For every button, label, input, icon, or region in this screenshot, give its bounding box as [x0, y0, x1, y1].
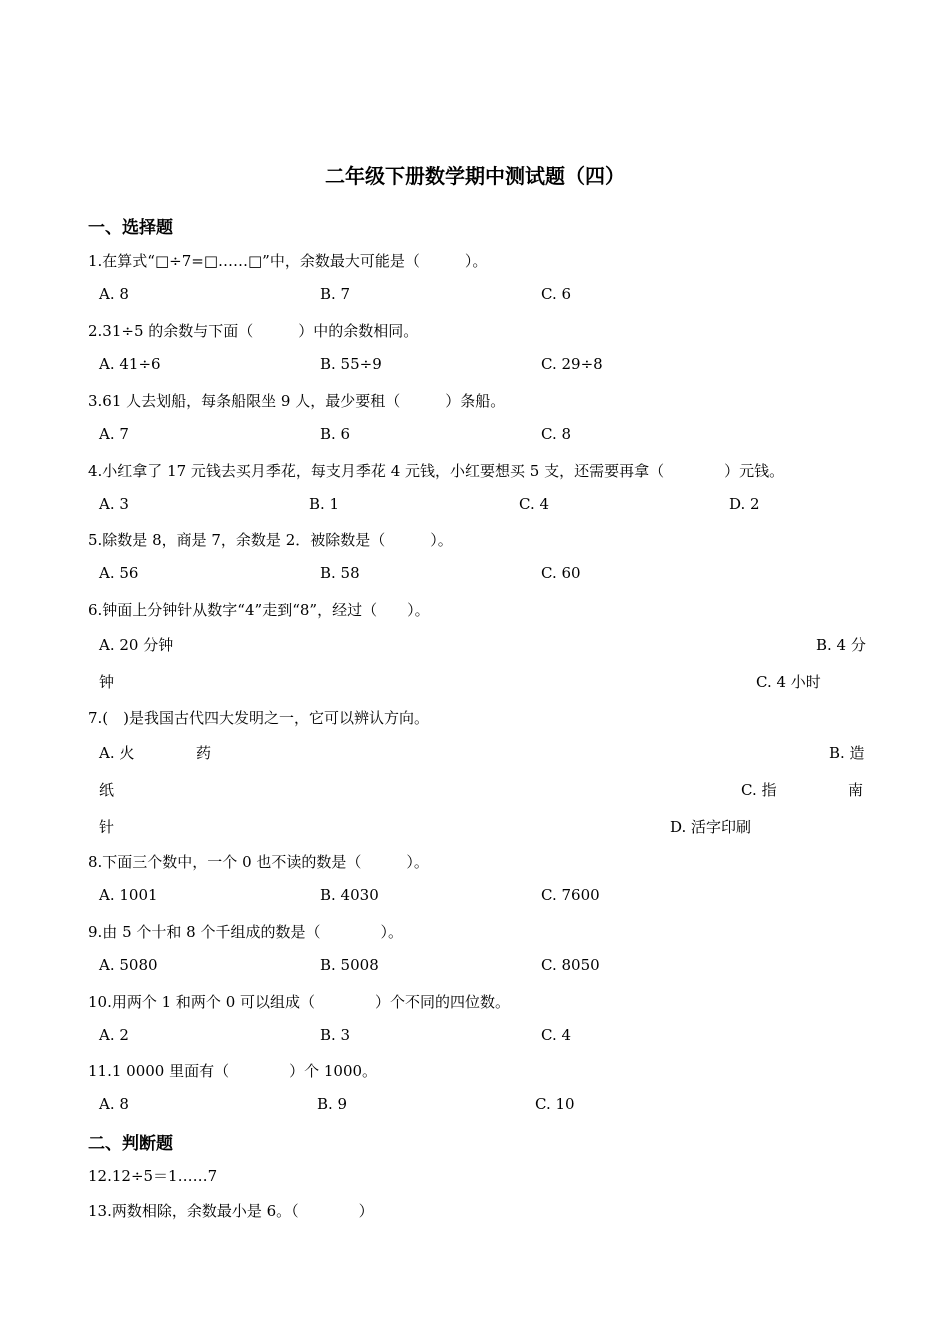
section-heading-judgment: 二、判断题: [88, 1134, 173, 1154]
page-title: 二年级下册数学期中测试题（四）: [325, 164, 625, 188]
question-3: 3.61 人去划船，每条船限坐 9 人，最少要租（ ）条船。: [88, 392, 506, 410]
option-7c-mid: 南: [848, 781, 864, 799]
option-1a: A. 8: [99, 285, 129, 303]
option-6b-wrap: 钟: [99, 673, 115, 691]
question-10: 10.用两个 1 和两个 0 可以组成（ ）个不同的四位数。: [88, 993, 511, 1011]
question-4: 4.小红拿了 17 元钱去买月季花，每支月季花 4 元钱，小红要想买 5 支，还需要再拿（ ）元钱。: [88, 462, 785, 480]
option-6b: B. 4 分: [816, 636, 866, 654]
option-4c: C. 4: [519, 495, 550, 513]
option-6c: C. 4 小时: [756, 673, 821, 691]
question-12: 12.12÷5＝1……7: [88, 1167, 218, 1185]
section-heading-choice: 一、选择题: [88, 218, 173, 238]
option-5b: B. 58: [320, 564, 360, 582]
question-5: 5.除数是 8，商是 7，余数是 2．被除数是（ ）。: [88, 531, 453, 549]
option-6a: A. 20 分钟: [99, 636, 174, 654]
option-10b: B. 3: [320, 1026, 351, 1044]
option-2c: C. 29÷8: [541, 355, 603, 373]
question-8: 8.下面三个数中，一个 0 也不读的数是（ ）。: [88, 853, 429, 871]
option-7d: D. 活字印刷: [670, 818, 752, 836]
option-4d: D. 2: [729, 495, 760, 513]
question-7: 7.( )是我国古代四大发明之一，它可以辨认方向。: [88, 709, 430, 727]
option-7b: B. 造: [829, 744, 865, 762]
option-10a: A. 2: [99, 1026, 129, 1044]
option-1b: B. 7: [320, 285, 351, 303]
question-13: 13.两数相除，余数最小是 6。（ ）: [88, 1202, 374, 1220]
question-11: 11.1 0000 里面有（ ）个 1000。: [88, 1062, 378, 1080]
option-3a: A. 7: [99, 425, 129, 443]
option-4b: B. 1: [309, 495, 340, 513]
option-8b: B. 4030: [320, 886, 379, 904]
option-5c: C. 60: [541, 564, 581, 582]
option-9c: C. 8050: [541, 956, 600, 974]
option-3b: B. 6: [320, 425, 351, 443]
option-4a: A. 3: [99, 495, 129, 513]
option-11a: A. 8: [99, 1095, 129, 1113]
option-8a: A. 1001: [99, 886, 158, 904]
question-6: 6.钟面上分钟针从数字“4”走到“8”，经过（ ）。: [88, 601, 430, 619]
option-1c: C. 6: [541, 285, 572, 303]
option-7c: C. 指: [741, 781, 777, 799]
question-9: 9.由 5 个十和 8 个千组成的数是（ ）。: [88, 923, 403, 941]
question-1: 1.在算式“□÷7=□……□”中，余数最大可能是（ ）。: [88, 252, 488, 270]
question-2: 2.31÷5 的余数与下面（ ）中的余数相同。: [88, 322, 419, 340]
option-2a: A. 41÷6: [99, 355, 161, 373]
option-8c: C. 7600: [541, 886, 600, 904]
option-9b: B. 5008: [320, 956, 379, 974]
option-11c: C. 10: [535, 1095, 575, 1113]
option-9a: A. 5080: [99, 956, 158, 974]
option-2b: B. 55÷9: [320, 355, 382, 373]
option-10c: C. 4: [541, 1026, 572, 1044]
option-7b-wrap: 纸: [99, 781, 115, 799]
option-7a-wrap: 药: [196, 744, 212, 762]
option-11b: B. 9: [317, 1095, 348, 1113]
option-5a: A. 56: [99, 564, 139, 582]
option-7c-wrap: 针: [99, 818, 115, 836]
option-7a: A. 火: [99, 744, 135, 762]
option-3c: C. 8: [541, 425, 572, 443]
